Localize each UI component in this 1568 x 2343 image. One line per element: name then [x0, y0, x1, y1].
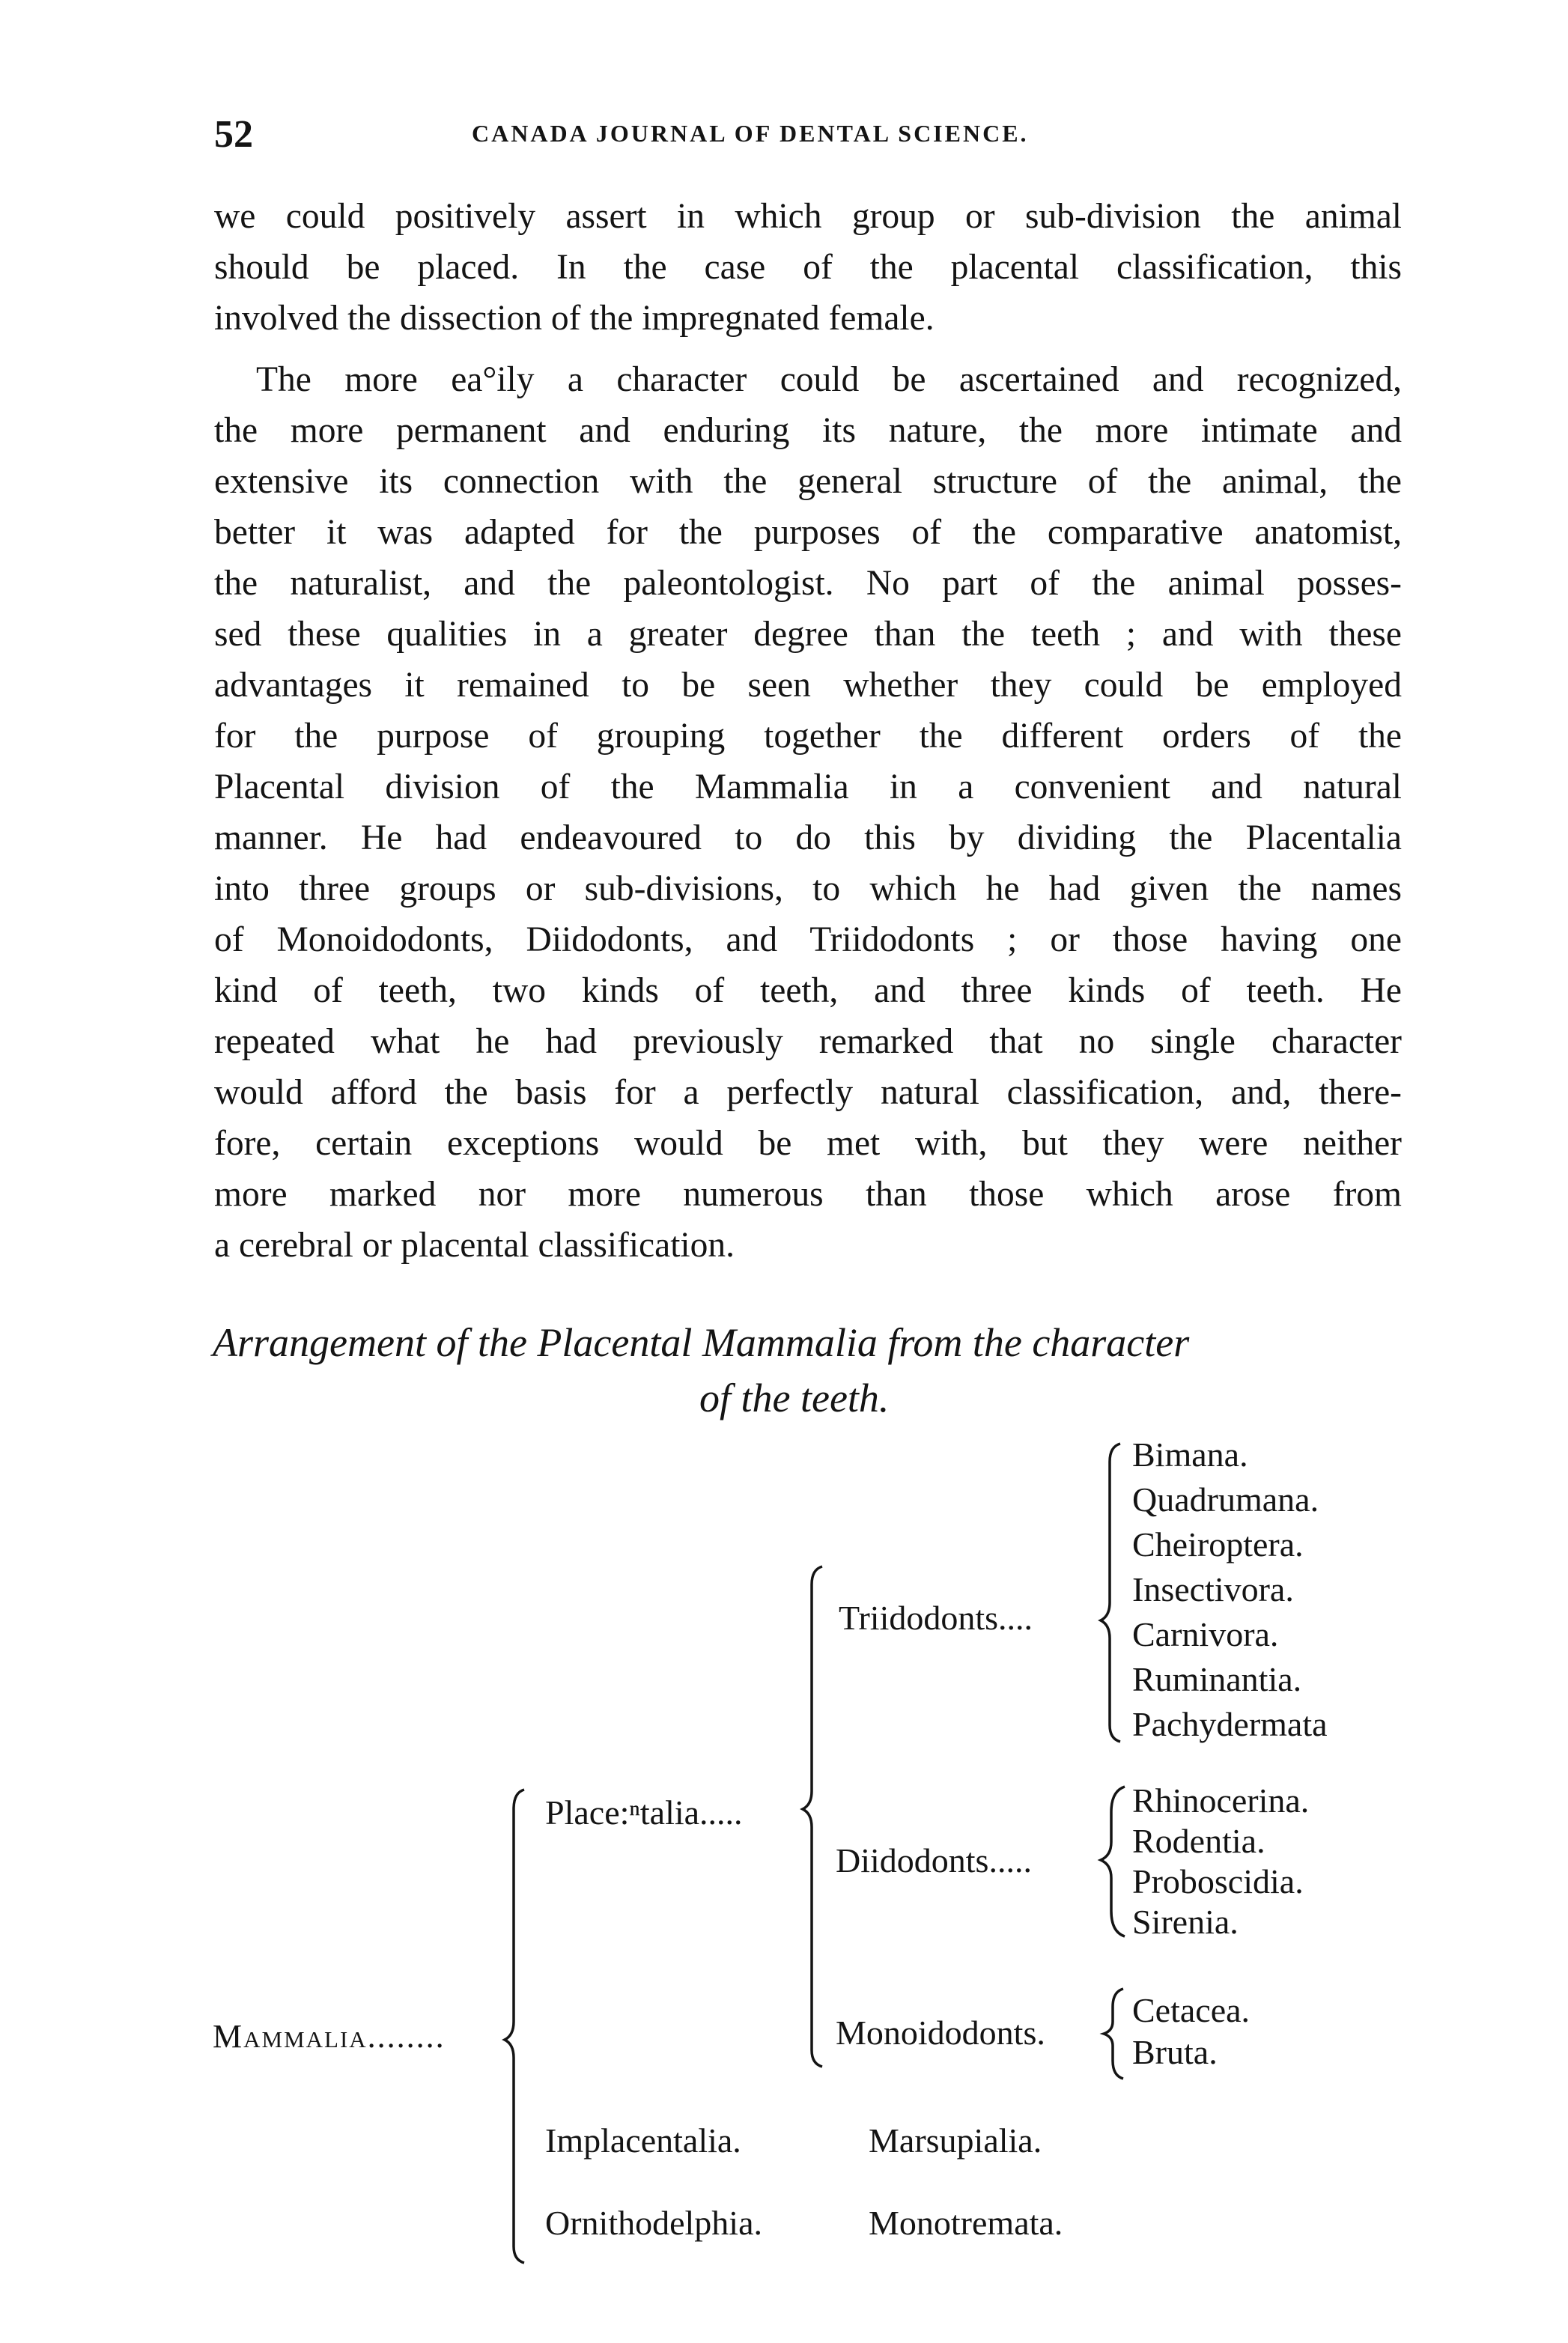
order-bruta: Bruta.	[1132, 2033, 1218, 2071]
bracket-placentalia	[803, 1566, 822, 2067]
order-rhinocerina: Rhinocerina.	[1132, 1781, 1310, 1820]
tree-group-diidodonts: Diidodonts.....	[836, 1841, 1032, 1879]
order-quadrumana: Quadrumana.	[1132, 1480, 1319, 1519]
order-pachydermata: Pachydermata	[1132, 1705, 1328, 1743]
order-cheiroptera: Cheiroptera.	[1132, 1525, 1304, 1563]
order-cetacea: Cetacea.	[1132, 1991, 1251, 2029]
text-line: extensive its connection with the general structure of the animal, the	[214, 462, 1402, 501]
page-number: 52	[214, 113, 253, 156]
order-rodentia: Rodentia.	[1132, 1822, 1265, 1860]
text-line: involved the dissection of the impregnated female.	[214, 299, 935, 338]
text-line: kind of teeth, two kinds of teeth, and three kinds of teeth. He	[214, 971, 1402, 1010]
order-marsupialia: Marsupialia.	[869, 2121, 1042, 2160]
tree-root-mammalia: Mammalia........	[213, 2018, 446, 2055]
order-proboscidia: Proboscidia.	[1132, 1862, 1304, 1900]
text-line: The more ea°ily a character could be ascertained and recognized,	[256, 360, 1402, 399]
caption-line-2: of the teeth.	[699, 1376, 890, 1420]
text-line: we could positively assert in which group or sub-division the animal	[214, 197, 1402, 236]
tree-group-monoidodonts: Monoidodonts.	[836, 2014, 1045, 2052]
text-line: would afford the basis for a perfectly natural classification, and, there-	[214, 1073, 1402, 1112]
text-line: repeated what he had previously remarked that no single character	[214, 1022, 1402, 1061]
text-line: better it was adapted for the purposes of the comparative anatomist,	[214, 513, 1402, 552]
order-bimana: Bimana.	[1132, 1435, 1248, 1474]
tree-node-placentalia: Place:ⁿtalia.....	[545, 1793, 743, 1832]
text-line: Placental division of the Mammalia in a convenient and natural	[214, 768, 1402, 806]
text-line: for the purpose of grouping together the different orders of the	[214, 717, 1402, 756]
order-carnivora: Carnivora.	[1132, 1615, 1279, 1653]
bracket-diidodonts	[1101, 1787, 1125, 1936]
text-line: manner. He had endeavoured to do this by dividing the Placentalia	[214, 818, 1402, 857]
text-line: sed these qualities in a greater degree than the teeth ; and with these	[214, 615, 1402, 654]
text-line: into three groups or sub-divisions, to which he had given the names	[214, 869, 1402, 908]
text-line: should be placed. In the case of the placental classification, this	[214, 248, 1402, 287]
bracket-mammalia	[505, 1790, 524, 2263]
text-line: of Monoidodonts, Diidodonts, and Triidodonts ; or those having one	[214, 920, 1402, 959]
text-line: advantages it remained to be seen whether they could be employed	[214, 666, 1402, 705]
running-head: CANADA JOURNAL OF DENTAL SCIENCE.	[472, 120, 1029, 147]
tree-group-triidodonts: Triidodonts....	[839, 1599, 1033, 1637]
bracket-triidodonts	[1101, 1444, 1120, 1742]
order-ruminantia: Ruminantia.	[1132, 1660, 1302, 1698]
text-line: the naturalist, and the paleontologist. No part of the animal posses-	[214, 564, 1402, 603]
order-sirenia: Sirenia.	[1132, 1903, 1239, 1941]
text-line: fore, certain exceptions would be met with, but they were neither	[214, 1124, 1402, 1163]
text-line: the more permanent and enduring its nature, the more intimate and	[214, 411, 1402, 450]
order-monotremata: Monotremata.	[869, 2204, 1063, 2242]
text-line: more marked nor more numerous than those which arose from	[214, 1175, 1402, 1214]
text-line: a cerebral or placental classification.	[214, 1226, 735, 1265]
caption-line-1: Arrangement of the Placental Mammalia from the character	[213, 1320, 1190, 1365]
tree-node-implacentalia: Implacentalia.	[545, 2121, 741, 2160]
order-insectivora: Insectivora.	[1132, 1570, 1294, 1608]
bracket-monoidodonts	[1104, 1989, 1123, 2079]
tree-node-ornithodelphia: Ornithodelphia.	[545, 2204, 762, 2242]
